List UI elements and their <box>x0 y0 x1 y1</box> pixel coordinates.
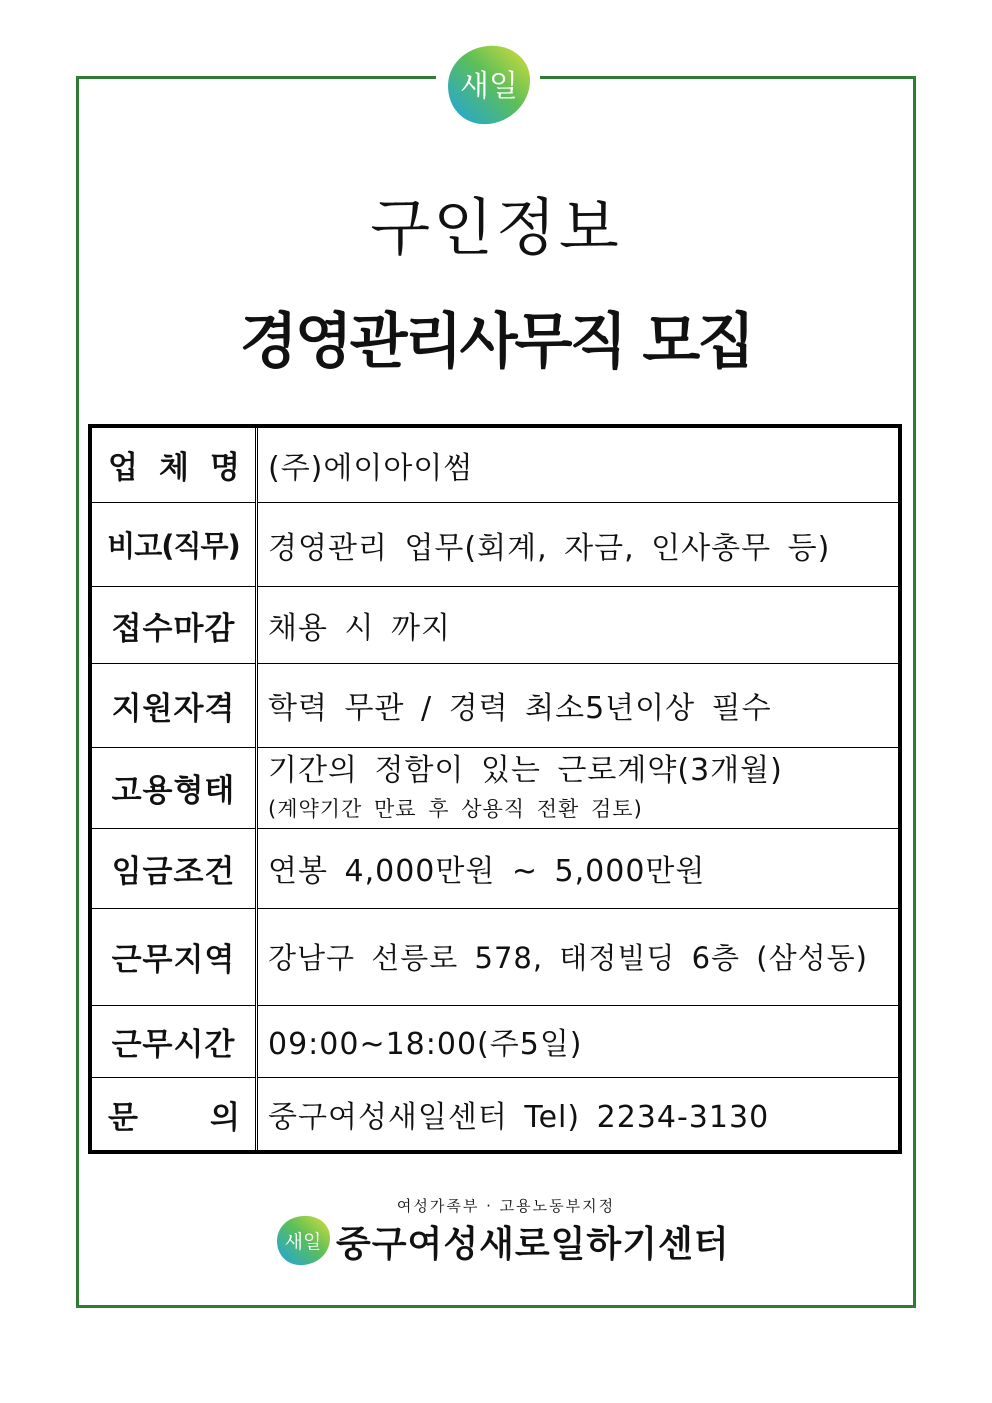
row-label: 임금조건 <box>90 828 257 908</box>
saeil-footer-logo <box>272 1212 334 1268</box>
table-row-salary <box>90 828 900 908</box>
label-char: 업 <box>108 450 139 487</box>
label-char: 문 <box>108 1099 139 1136</box>
employment-type-main: 기간의 정함이 있는 근로계약(3개월) <box>268 752 783 788</box>
row-label: 근무지역 <box>90 909 257 1006</box>
employment-type-note: (계약기간 만료 후 상용직 전환 검토) <box>268 796 643 821</box>
row-value: 연봉 4,000만원 ~ 5,000만원 <box>257 828 901 908</box>
row-label: 지원자격 <box>90 663 257 747</box>
row-label: 비고(직무) <box>90 502 257 586</box>
saeil-logo <box>436 40 540 130</box>
page-title: 구인정보 <box>370 191 622 264</box>
row-value: 09:00~18:00(주5일) <box>257 1005 901 1077</box>
label-char: 의 <box>210 1099 241 1136</box>
row-value <box>257 748 901 828</box>
table-row-contact <box>90 1078 900 1152</box>
row-value: 채용 시 까지 <box>257 587 901 663</box>
table-row-hours <box>90 1005 900 1077</box>
row-value: 학력 무관 / 경력 최소5년이상 필수 <box>257 663 901 747</box>
row-label: 고용형태 <box>90 748 257 828</box>
row-value: 중구여성새일센터 Tel) 2234-3130 <box>257 1078 901 1152</box>
label-char: 명 <box>210 450 241 487</box>
table-row-duties <box>90 502 900 586</box>
svg-text:새일: 새일 <box>284 1231 322 1253</box>
table-row-location <box>90 909 900 1006</box>
job-info-table <box>88 424 902 1154</box>
table-row-company <box>90 426 900 502</box>
row-label <box>90 1078 257 1152</box>
row-label: 접수마감 <box>90 587 257 663</box>
label-char: 체 <box>159 450 190 487</box>
row-label-text <box>92 442 255 487</box>
table-row-qualification <box>90 663 900 747</box>
table-row-deadline <box>90 587 900 663</box>
row-label-text <box>92 1092 255 1137</box>
footer-center-name: 중구여성새로일하기센터 <box>336 1224 730 1265</box>
svg-text:새일: 새일 <box>460 69 518 104</box>
row-value: (주)에이아이썸 <box>268 450 474 486</box>
row-label <box>90 426 257 502</box>
row-label: 근무시간 <box>90 1005 257 1077</box>
row-value: 강남구 선릉로 578, 태정빌딩 6층 (삼성동) <box>257 909 901 1006</box>
page-subtitle: 경영관리사무직 모집 <box>239 307 753 377</box>
row-value: 경영관리 업무(회계, 자금, 인사총무 등) <box>257 502 901 586</box>
table-row-employment-type <box>90 748 900 828</box>
footer-designation: 여성가족부 · 고용노동부지정 <box>396 1197 616 1215</box>
